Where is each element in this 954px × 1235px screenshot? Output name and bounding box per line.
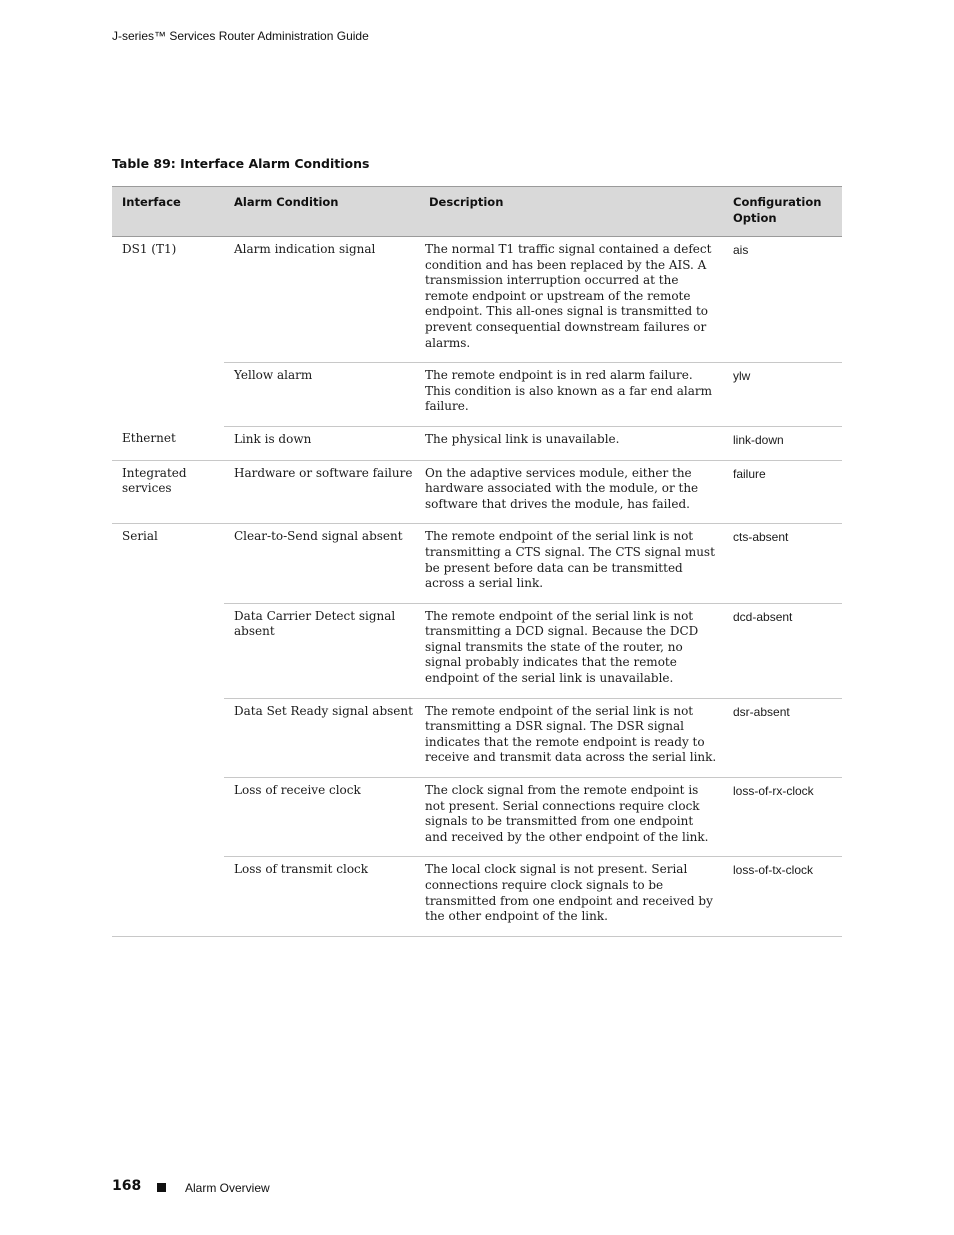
alarm-condition-cell: Data Set Ready signal absent <box>224 698 419 777</box>
description-cell: The local clock signal is not present. Serial connections require clock signals to be transmitted from one endpoint and received by the other endpoint of the link. <box>419 857 729 936</box>
interface-cell: Serial <box>112 524 224 936</box>
alarm-condition-cell: Loss of receive clock <box>224 778 419 857</box>
description-cell: The normal T1 traffic signal contained a defect condition and has been replaced by the AIS. A transmission interruption occurred at the remote endpoint or upstream of the remote endpoint. This all-ones signal is transmitted to prevent consequential downstream failures or alarms. <box>419 237 729 363</box>
column-header-alarm-condition: Alarm Condition <box>224 187 419 237</box>
table-caption: Table 89: Interface Alarm Conditions <box>112 156 370 171</box>
configuration-option-cell: link-down <box>729 426 842 460</box>
page-number: 168 <box>112 1178 142 1194</box>
footer-section-title: Alarm Overview <box>185 1181 270 1195</box>
table-row <box>112 426 842 460</box>
alarm-condition-cell: Data Carrier Detect signal absent <box>224 603 419 698</box>
column-header-configuration-option: Configuration Option <box>729 187 842 237</box>
table-row <box>112 460 842 524</box>
description-cell: The remote endpoint of the serial link is not transmitting a DSR signal. The DSR signal indicates that the remote endpoint is ready to receive and transmit data across the serial link. <box>419 698 729 777</box>
alarm-condition-cell: Link is down <box>224 426 419 460</box>
interface-cell: Integrated services <box>112 460 224 524</box>
description-cell: The remote endpoint is in red alarm failure. This condition is also known as a far end alarm failure. <box>419 363 729 427</box>
configuration-option-cell: failure <box>729 460 842 524</box>
alarm-conditions-table <box>112 186 842 937</box>
column-header-interface: Interface <box>112 187 224 237</box>
interface-cell: DS1 (T1) <box>122 242 177 256</box>
running-header: J-series™ Services Router Administration Guide <box>112 29 369 43</box>
alarm-condition-cell: Alarm indication signal <box>224 237 419 363</box>
configuration-option-cell: ylw <box>729 363 842 427</box>
table-body <box>112 237 842 937</box>
configuration-option-cell: cts-absent <box>729 524 842 603</box>
table-header <box>112 187 842 237</box>
description-cell: The clock signal from the remote endpoint is not present. Serial connections require clock signals to be transmitted from one endpoint and received by the other endpoint of the link. <box>419 778 729 857</box>
configuration-option-cell: loss-of-rx-clock <box>729 778 842 857</box>
description-cell: On the adaptive services module, either the hardware associated with the module, or the software that drives the module, has failed. <box>419 460 729 524</box>
configuration-option-cell: dsr-absent <box>729 698 842 777</box>
configuration-option-cell: ais <box>729 237 842 363</box>
table-row <box>112 237 842 363</box>
configuration-option-cell: dcd-absent <box>729 603 842 698</box>
table-row <box>112 524 842 603</box>
alarm-condition-cell: Loss of transmit clock <box>224 857 419 936</box>
alarm-condition-cell: Hardware or software failure <box>224 460 419 524</box>
footer-square-bullet <box>157 1183 166 1192</box>
interface-cell: Ethernet <box>112 426 224 460</box>
configuration-option-cell: loss-of-tx-clock <box>729 857 842 936</box>
alarm-condition-cell: Clear-to-Send signal absent <box>224 524 419 603</box>
column-header-description: Description <box>419 187 729 237</box>
description-cell: The remote endpoint of the serial link is not transmitting a DCD signal. Because the DCD signal transmits the state of the router, no signal probably indicates that the remote endpoint of the serial link is unavailable. <box>419 603 729 698</box>
description-cell: The physical link is unavailable. <box>419 426 729 460</box>
alarm-condition-cell: Yellow alarm <box>224 363 419 427</box>
description-cell: The remote endpoint of the serial link is not transmitting a CTS signal. The CTS signal must be present before data can be transmitted across a serial link. <box>419 524 729 603</box>
